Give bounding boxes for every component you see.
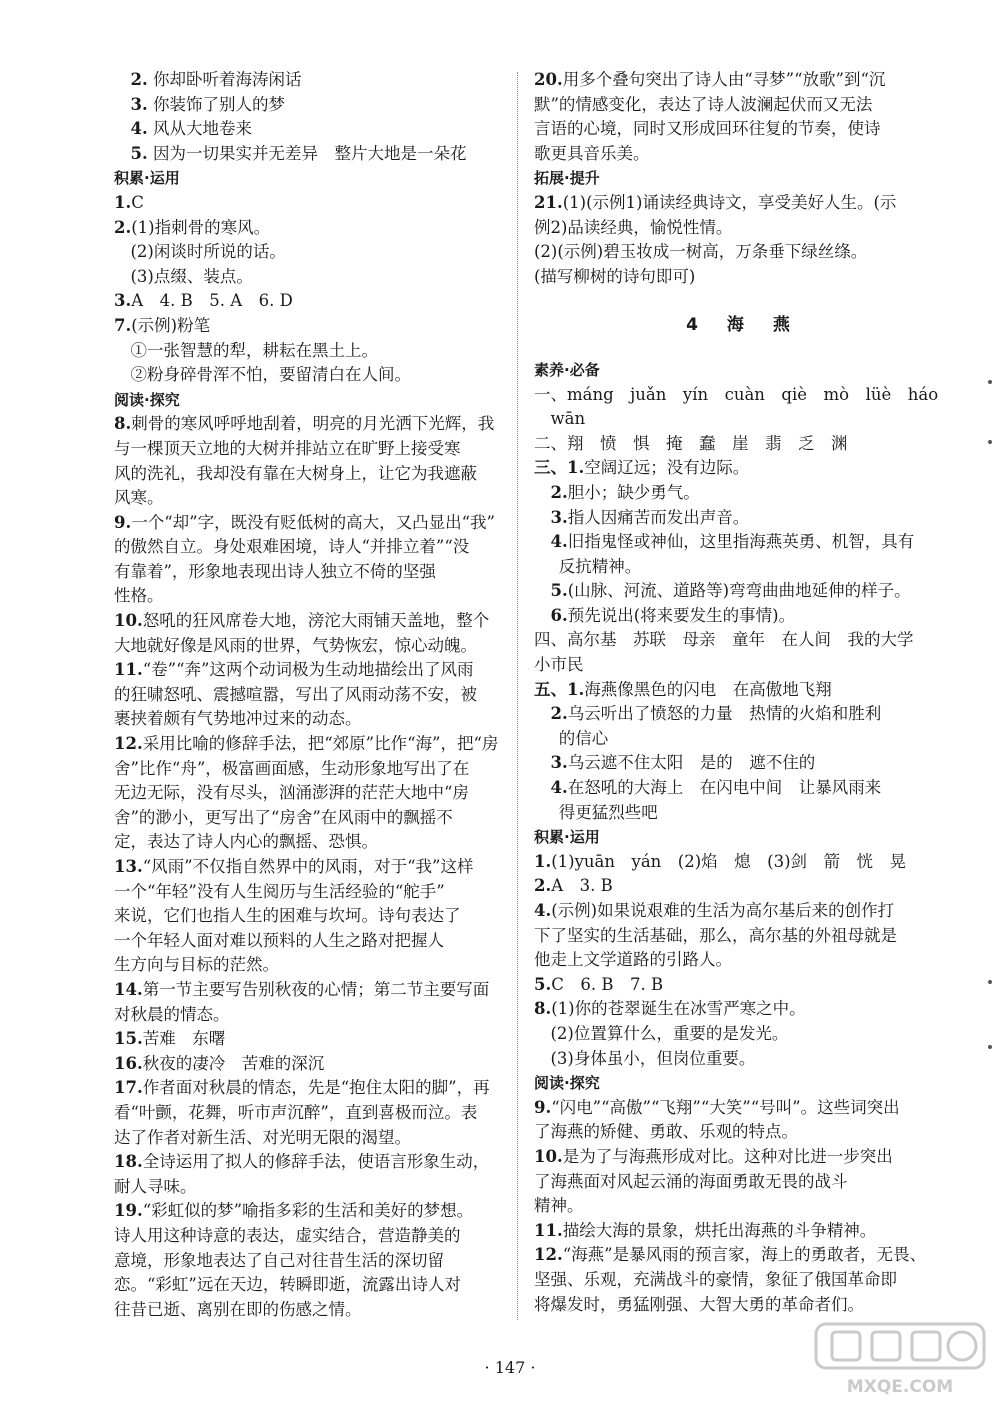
- answer-line: 五、1.海燕像黑色的闪电 在高傲地飞翔: [534, 679, 832, 699]
- lesson-title: 4 海 燕: [686, 315, 796, 336]
- answer-line: 11.描绘大海的景象，烘托出海燕的斗争精神。: [534, 1220, 877, 1240]
- answer-line: 15.苦难 东曙: [114, 1029, 226, 1049]
- answer-line: 他走上文学道路的引路人。: [534, 950, 732, 970]
- answer-line: 11.“卷”“奔”这两个动词极为生动地描绘出了风雨: [114, 660, 474, 680]
- answer-line: 来说，它们也指人生的困难与坎坷。诗句表达了: [114, 906, 461, 926]
- answer-line: 12.采用比喻的修辞手法，把“郊原”比作“海”，把“房: [114, 734, 499, 754]
- answer-line: 2.(1)指刺骨的寒风。: [114, 217, 271, 237]
- answer-line: 舍”的渺小，更写出了“房舍”在风雨中的飘摇不: [114, 807, 453, 827]
- answer-line: ②粉身碎骨浑不怕，要留清白在人间。: [130, 365, 411, 385]
- answer-line: ①一张智慧的犁，耕耘在黑土上。: [130, 340, 378, 360]
- answer-line: 1.(1)yuān yán (2)焰 熄 (3)剑 箭 恍 晃: [534, 851, 907, 871]
- scan-mark: [988, 440, 992, 444]
- svg-text:MXQE.COM: MXQE.COM: [846, 1377, 954, 1397]
- answer-line: 2. 你却卧听着海涛闲话: [130, 70, 302, 89]
- answer-line: 19.“彩虹似的梦”喻指多彩的生活和美好的梦想。: [114, 1201, 474, 1221]
- answer-line: 10.是为了与海燕形成对比。这种对比进一步突出: [534, 1146, 893, 1166]
- answer-line: 一个年轻人面对难以预料的人生之路对把握人: [114, 930, 444, 950]
- answer-line: 了海燕面对风起云涌的海面勇敢无畏的战斗: [534, 1171, 848, 1191]
- answer-line: 一个“年轻”没有人生阅历与生活经验的“舵手”: [114, 881, 445, 901]
- answer-line: 4.在怒吼的大海上 在闪电中间 让暴风雨来: [550, 778, 882, 798]
- answer-line: 10.怒吼的狂风席卷大地，滂沱大雨铺天盖地，整个: [114, 611, 490, 631]
- answer-line: 一、máng juǎn yín cuàn qiè mò lüè háo: [534, 384, 939, 404]
- answer-line: 6.预先说出(将来要发生的事情)。: [550, 605, 796, 625]
- answer-line: 4.(示例)如果说艰难的生活为高尔基后来的创作打: [534, 901, 895, 920]
- answer-line: (2)位置算什么，重要的是发光。: [550, 1023, 789, 1043]
- scan-mark: [988, 380, 992, 384]
- watermark-logo: [810, 1320, 990, 1400]
- scan-mark: [988, 1045, 992, 1049]
- answer-line: 与一棵顶天立地的大树并排站立在旷野上接受寒: [114, 438, 461, 458]
- answer-line: 5. 因为一切果实并无差异 整片大地是一朵花: [130, 143, 467, 163]
- answer-line: 下了坚实的生活基础，那么，高尔基的外祖母就是: [534, 925, 897, 945]
- answer-line: 的狂啸怒吼、震撼喧嚣，写出了风雨动荡不安，被: [114, 684, 477, 704]
- answer-line: 3. 你装饰了别人的梦: [130, 94, 285, 114]
- section-heading: 素养·必备: [534, 360, 600, 379]
- answer-line: 看“叶颤，花舞，听市声沉醉”，直到喜极而泣。表: [114, 1102, 478, 1122]
- answer-line: 二、翔 愤 惧 掩 蠢 崖 翡 乏 渊: [534, 433, 848, 453]
- answer-line: 将爆发时，勇猛刚强、大智大勇的革命者们。: [534, 1294, 864, 1314]
- answer-line: 达了作者对新生活、对光明无限的渴望。: [114, 1127, 411, 1147]
- answer-line: 的傲然自立。身处艰难困境，诗人“并排立着”“没: [114, 537, 470, 557]
- answer-line: 的信心: [558, 728, 609, 748]
- answer-line: 3.指人因痛苦而发出声音。: [550, 507, 750, 527]
- answer-line: 无边无际，没有尽头，汹涌澎湃的茫茫大地中“房: [114, 783, 469, 803]
- right-column: [534, 68, 948, 1317]
- answer-line: 定，表达了诗人内心的飘摇、恐惧。: [114, 832, 378, 852]
- answer-line: 对秋晨的情态。: [114, 1004, 230, 1024]
- answer-line: 往昔已逝、离别在即的伤感之情。: [114, 1299, 362, 1319]
- answer-line: 14.第一节主要写告别秋夜的心情；第二节主要写面: [114, 979, 490, 999]
- left-column: [114, 68, 504, 1322]
- answer-line: 了海燕的矫健、勇敢、乐观的特点。: [534, 1122, 798, 1142]
- page-number: · 147 ·: [484, 1358, 536, 1377]
- answer-line: (2)(示例)碧玉妆成一树高，万条垂下绿丝绦。: [534, 242, 868, 262]
- answer-line: 裹挟着颇有气势地冲过来的动态。: [114, 709, 362, 729]
- answer-line: 风寒。: [114, 488, 164, 508]
- answer-line: 4.旧指鬼怪或神仙，这里指海燕英勇、机智，具有: [550, 532, 915, 552]
- answer-line: 得更猛烈些吧: [558, 802, 658, 822]
- answer-line: 17.作者面对秋晨的情态，先是“抱住太阳的脚”，再: [114, 1078, 490, 1098]
- answer-line: (描写柳树的诗句即可): [534, 266, 696, 286]
- answer-line: 1.C: [114, 192, 144, 212]
- answer-line: 4. 风从大地卷来: [130, 119, 252, 139]
- answer-line: 意境，形象地表达了自己对往昔生活的深切留: [114, 1250, 444, 1270]
- answer-line: 有靠着”，形象地表现出诗人独立不倚的坚强: [114, 561, 436, 581]
- answer-line: 12.“海燕”是暴风雨的预言家，海上的勇敢者，无畏、: [534, 1245, 927, 1265]
- answer-line: 9.“闪电”“高傲”“飞翔”“大笑”“号叫”。这些词突出: [534, 1097, 900, 1117]
- answer-line: 三、1.空阔辽远；没有边际。: [534, 458, 750, 478]
- answer-line: 16.秋夜的凄冷 苦难的深沉: [114, 1053, 325, 1073]
- answer-line: 四、高尔基 苏联 母亲 童年 在人间 我的大学: [534, 630, 914, 650]
- section-heading: 积累·运用: [114, 169, 180, 188]
- answer-line: 风的洗礼，我却没有靠在大树身上，让它为我遮蔽: [114, 463, 477, 483]
- answer-line: 生方向与目标的茫然。: [114, 955, 279, 975]
- answer-line: 恋。“彩虹”远在天边，转瞬即逝，流露出诗人对: [114, 1275, 461, 1295]
- answer-line: 2.A 3. B: [534, 876, 613, 896]
- answer-line: 歌更具音乐美。: [534, 143, 650, 163]
- answer-line: 18.全诗运用了拟人的修辞手法，使语言形象生动，: [114, 1152, 490, 1172]
- answer-line: 13.“风雨”不仅指自然界中的风雨，对于“我”这样: [114, 857, 474, 876]
- answer-line: 8.(1)你的苍翠诞生在冰雪严寒之中。: [534, 999, 806, 1019]
- section-heading: 阅读·探究: [114, 390, 180, 409]
- answer-line: 7.(示例)粉笔: [114, 315, 211, 335]
- answer-line: 9.一个“却”字，既没有贬低树的高大，又凸显出“我”: [114, 512, 495, 532]
- answer-line: 例2)品读经典，愉悦性情。: [534, 217, 733, 237]
- answer-line: 性格。: [114, 586, 164, 606]
- answer-line: 诗人用这种诗意的表达，虚实结合，营造静美的: [114, 1225, 461, 1245]
- section-heading: 积累·运用: [534, 828, 600, 847]
- answer-line: 21.(1)(示例1)诵读经典诗文，享受美好人生。(示: [534, 192, 897, 212]
- scan-mark: [988, 980, 992, 984]
- answer-line: wān: [550, 409, 586, 429]
- answer-line: (3)点缀、装点。: [130, 266, 253, 286]
- answer-line: 精神。: [534, 1196, 584, 1216]
- answer-line: 20.用多个叠句突出了诗人由“寻梦”“放歌”到“沉: [534, 70, 886, 89]
- answer-line: 5.(山脉、河流、道路等)弯弯曲曲地延伸的样子。: [550, 581, 911, 601]
- answer-line: 3.乌云遮不住太阳 是的 遮不住的: [550, 753, 816, 773]
- column-divider: [517, 72, 518, 1320]
- answer-line: 2.乌云听出了愤怒的力量 热情的火焰和胜利: [550, 704, 882, 724]
- answer-line: (3)身体虽小，但岗位重要。: [550, 1048, 756, 1068]
- answer-line: 坚强、乐观，充满战斗的豪情，象征了俄国革命即: [534, 1269, 897, 1289]
- section-heading: 阅读·探究: [534, 1074, 600, 1093]
- answer-line: 大地就好像是风雨的世界，气势恢宏，惊心动魄。: [114, 635, 477, 655]
- answer-line: 默”的情感变化，表达了诗人波澜起伏而又无法: [534, 94, 873, 114]
- section-heading: 拓展·提升: [534, 169, 600, 188]
- answer-line: 反抗精神。: [558, 556, 642, 576]
- answer-line: 3.A 4. B 5. A 6. D: [114, 291, 293, 311]
- answer-line: 舍”比作“舟”，极富画面感，生动形象地写出了在: [114, 758, 470, 778]
- answer-line: (2)闲谈时所说的话。: [130, 242, 286, 262]
- answer-line: 5.C 6. B 7. B: [534, 974, 664, 994]
- answer-line: 小市民: [534, 655, 584, 675]
- answer-line: 8.刺骨的寒风呼呼地刮着，明亮的月光洒下光辉，我: [114, 414, 495, 434]
- answer-line: 耐人寻味。: [114, 1176, 197, 1196]
- answer-line: 2.胆小；缺少勇气。: [550, 482, 700, 502]
- answer-line: 言语的心境，同时又形成回环往复的节奏，使诗: [534, 119, 881, 139]
